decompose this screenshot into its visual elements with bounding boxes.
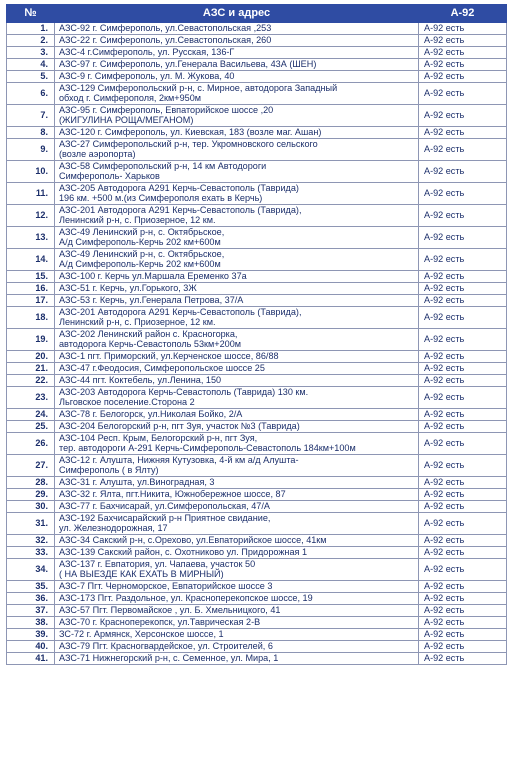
row-number: 13.: [7, 227, 55, 249]
table-row: [7, 105, 507, 127]
table-row: [7, 617, 507, 629]
row-address: АЗС-9 г. Симферополь, ул. М. Жукова, 40: [55, 71, 419, 83]
row-fuel-status: А-92 есть: [419, 629, 507, 641]
row-fuel-status: А-92 есть: [419, 183, 507, 205]
row-address: АЗС-7 Пгт. Черноморское, Евпаторийское шоссе 3: [55, 581, 419, 593]
row-number: 26.: [7, 433, 55, 455]
row-address: АЗС-58 Симферопольский р-н, 14 км Автодороги Симферополь- Харьков: [55, 161, 419, 183]
header-row: [7, 5, 507, 23]
row-address: АЗС-27 Симферопольский р-н, тер. Укромновского сельского (возле аэропорта): [55, 139, 419, 161]
row-address: АЗС-204 Белогорский р-н, пгт Зуя, участок №3 (Таврида): [55, 421, 419, 433]
row-fuel-status: А-92 есть: [419, 329, 507, 351]
row-number: 11.: [7, 183, 55, 205]
row-number: 37.: [7, 605, 55, 617]
row-address: АЗС-47 г.Феодосия, Симферопольское шоссе 25: [55, 363, 419, 375]
row-address: АЗС-202 Ленинский район с. Красногорка, автодорога Керчь-Севастополь 53км+200м: [55, 329, 419, 351]
row-address: АЗС-79 Пгт. Красногвардейское, ул. Строителей, 6: [55, 641, 419, 653]
table-row: [7, 375, 507, 387]
table-row: [7, 387, 507, 409]
table-row: [7, 409, 507, 421]
row-address: АЗС-51 г. Керчь, ул.Горького, 3Ж: [55, 283, 419, 295]
row-address: АЗС-71 Нижнегорский р-н, с. Семенное, ул. Мира, 1: [55, 653, 419, 665]
row-address: АЗС-1 пгт. Приморский, ул.Керченское шоссе, 86/88: [55, 351, 419, 363]
row-address: АЗС-70 г. Красноперекопск, ул.Таврическая 2-В: [55, 617, 419, 629]
row-fuel-status: А-92 есть: [419, 71, 507, 83]
row-address: АЗС-205 Автодорога А291 Керчь-Севастополь (Таврида) 196 км. +500 м.(из Симферополя ехать в Керчь): [55, 183, 419, 205]
row-address: АЗС-49 Ленинский р-н, с. Октябрьское, А/д Симферополь-Керчь 202 км+600м: [55, 227, 419, 249]
row-fuel-status: А-92 есть: [419, 283, 507, 295]
row-fuel-status: А-92 есть: [419, 295, 507, 307]
row-fuel-status: А-92 есть: [419, 59, 507, 71]
row-number: 8.: [7, 127, 55, 139]
table-row: [7, 59, 507, 71]
table-header: [7, 5, 507, 23]
row-fuel-status: А-92 есть: [419, 477, 507, 489]
row-address: АЗС-104 Респ. Крым, Белогорский р-н, пгт Зуя, тер. автодороги А-291 Керчь-Симферополь-Севастополь 184км+100м: [55, 433, 419, 455]
row-fuel-status: А-92 есть: [419, 139, 507, 161]
table-row: [7, 351, 507, 363]
row-fuel-status: А-92 есть: [419, 35, 507, 47]
row-number: 4.: [7, 59, 55, 71]
row-number: 17.: [7, 295, 55, 307]
row-address: АЗС-129 Симферопольский р-н, с. Мирное, автодорога Западный обход г. Симферополя, 2км+950м: [55, 83, 419, 105]
row-address: АЗС-137 г. Евпатория, ул. Чапаева, участок 50 ( НА ВЫЕЗДЕ КАК ЕХАТЬ В МИРНЫЙ): [55, 559, 419, 581]
row-address: АЗС-53 г. Керчь, ул.Генерала Петрова, 37/А: [55, 295, 419, 307]
gas-stations-table: [6, 4, 507, 665]
row-number: 41.: [7, 653, 55, 665]
table-row: [7, 307, 507, 329]
table-row: [7, 295, 507, 307]
row-number: 15.: [7, 271, 55, 283]
row-address: АЗС-201 Автодорога А291 Керчь-Севастополь (Таврида), Ленинский р-н, с. Приозерное, 12 км.: [55, 307, 419, 329]
row-address: АЗС-12 г. Алушта, Нижняя Кутузовка, 4-й км а/д Алушта- Симферополь ( в Ялту): [55, 455, 419, 477]
row-fuel-status: А-92 есть: [419, 421, 507, 433]
row-number: 25.: [7, 421, 55, 433]
table-row: [7, 489, 507, 501]
table-row: [7, 455, 507, 477]
table-row: [7, 653, 507, 665]
row-number: 28.: [7, 477, 55, 489]
row-number: 3.: [7, 47, 55, 59]
row-fuel-status: А-92 есть: [419, 605, 507, 617]
row-number: 6.: [7, 83, 55, 105]
row-fuel-status: А-92 есть: [419, 47, 507, 59]
row-address: АЗС-77 г. Бахчисарай, ул.Симферопольская, 47/А: [55, 501, 419, 513]
row-address: АЗС-57 Пгт. Первомайское , ул. Б. Хмельницкого, 41: [55, 605, 419, 617]
row-number: 16.: [7, 283, 55, 295]
row-fuel-status: А-92 есть: [419, 127, 507, 139]
table-row: [7, 477, 507, 489]
row-address: АЗС-97 г. Симферополь, ул.Генерала Васильева, 43А (ШЕН): [55, 59, 419, 71]
row-address: АЗС-203 Автодорога Керчь-Севастополь (Таврида) 130 км. Льговское поселение.Сторона 2: [55, 387, 419, 409]
row-address: АЗС-92 г. Симферополь, ул.Севастопольская ,253: [55, 23, 419, 35]
table-row: [7, 227, 507, 249]
table-row: [7, 559, 507, 581]
row-number: 12.: [7, 205, 55, 227]
row-number: 1.: [7, 23, 55, 35]
row-fuel-status: А-92 есть: [419, 409, 507, 421]
table-row: [7, 433, 507, 455]
row-fuel-status: А-92 есть: [419, 307, 507, 329]
row-fuel-status: А-92 есть: [419, 501, 507, 513]
row-fuel-status: А-92 есть: [419, 547, 507, 559]
table-row: [7, 547, 507, 559]
row-address: АЗС-31 г. Алушта, ул.Виноградная, 3: [55, 477, 419, 489]
table-row: [7, 205, 507, 227]
row-fuel-status: А-92 есть: [419, 433, 507, 455]
row-number: 38.: [7, 617, 55, 629]
header-address: АЗС и адрес: [55, 5, 419, 23]
row-address: АЗС-201 Автодорога А291 Керчь-Севастополь (Таврида), Ленинский р-н, с. Приозерное, 12 км.: [55, 205, 419, 227]
row-fuel-status: А-92 есть: [419, 249, 507, 271]
table-row: [7, 421, 507, 433]
row-number: 32.: [7, 535, 55, 547]
row-address: АЗС-95 г. Симферополь, Евпаторийское шоссе ,20 (ЖИГУЛИНА РОЩА/МЕГАНОМ): [55, 105, 419, 127]
row-fuel-status: А-92 есть: [419, 535, 507, 547]
row-number: 39.: [7, 629, 55, 641]
row-address: АЗС-44 пгт. Коктебель, ул.Ленина, 150: [55, 375, 419, 387]
row-fuel-status: А-92 есть: [419, 455, 507, 477]
table-row: [7, 127, 507, 139]
row-number: 33.: [7, 547, 55, 559]
row-fuel-status: А-92 есть: [419, 593, 507, 605]
row-number: 22.: [7, 375, 55, 387]
row-fuel-status: А-92 есть: [419, 205, 507, 227]
row-number: 31.: [7, 513, 55, 535]
row-address: АЗС-49 Ленинский р-н, с. Октябрьское, А/д Симферополь-Керчь 202 км+600м: [55, 249, 419, 271]
row-fuel-status: А-92 есть: [419, 375, 507, 387]
row-number: 24.: [7, 409, 55, 421]
table-row: [7, 161, 507, 183]
row-number: 29.: [7, 489, 55, 501]
row-number: 21.: [7, 363, 55, 375]
table-row: [7, 183, 507, 205]
table-row: [7, 329, 507, 351]
row-fuel-status: А-92 есть: [419, 653, 507, 665]
table-row: [7, 283, 507, 295]
table-row: [7, 501, 507, 513]
row-number: 34.: [7, 559, 55, 581]
row-number: 36.: [7, 593, 55, 605]
header-fuel: А-92: [419, 5, 507, 23]
table-row: [7, 83, 507, 105]
table-row: [7, 47, 507, 59]
row-address: АЗС-4 г.Симферополь, ул. Русская, 136-Г: [55, 47, 419, 59]
row-fuel-status: А-92 есть: [419, 105, 507, 127]
table-row: [7, 23, 507, 35]
table-row: [7, 35, 507, 47]
row-number: 9.: [7, 139, 55, 161]
row-fuel-status: А-92 есть: [419, 351, 507, 363]
table-row: [7, 629, 507, 641]
table-row: [7, 535, 507, 547]
table-row: [7, 363, 507, 375]
table-row: [7, 249, 507, 271]
row-fuel-status: А-92 есть: [419, 387, 507, 409]
row-address: АЗС-100 г. Керчь ул.Маршала Еременко 37а: [55, 271, 419, 283]
table-row: [7, 71, 507, 83]
row-fuel-status: А-92 есть: [419, 161, 507, 183]
row-fuel-status: А-92 есть: [419, 489, 507, 501]
row-number: 27.: [7, 455, 55, 477]
table-row: [7, 271, 507, 283]
row-number: 7.: [7, 105, 55, 127]
row-address: АЗС-22 г. Симферополь, ул.Севастопольская, 260: [55, 35, 419, 47]
table-row: [7, 581, 507, 593]
row-fuel-status: А-92 есть: [419, 513, 507, 535]
row-number: 35.: [7, 581, 55, 593]
row-fuel-status: А-92 есть: [419, 641, 507, 653]
row-address: АЗС-78 г. Белогорск, ул.Николая Бойко, 2/А: [55, 409, 419, 421]
row-number: 2.: [7, 35, 55, 47]
row-fuel-status: А-92 есть: [419, 227, 507, 249]
header-number: №: [7, 5, 55, 23]
row-fuel-status: А-92 есть: [419, 23, 507, 35]
row-number: 18.: [7, 307, 55, 329]
row-address: ЗС-72 г. Армянск, Херсонское шоссе, 1: [55, 629, 419, 641]
row-fuel-status: А-92 есть: [419, 559, 507, 581]
table-row: [7, 593, 507, 605]
row-number: 20.: [7, 351, 55, 363]
row-fuel-status: А-92 есть: [419, 83, 507, 105]
row-number: 10.: [7, 161, 55, 183]
row-address: АЗС-34 Сакский р-н, с.Орехово, ул.Евпаторийское шоссе, 41км: [55, 535, 419, 547]
table-row: [7, 139, 507, 161]
row-fuel-status: А-92 есть: [419, 271, 507, 283]
row-fuel-status: А-92 есть: [419, 363, 507, 375]
row-number: 40.: [7, 641, 55, 653]
row-address: АЗС-139 Сакский район, с. Охотниково ул. Придорожная 1: [55, 547, 419, 559]
row-address: АЗС-192 Бахчисарайский р-н Приятное свидание, ул. Железнодорожная, 17: [55, 513, 419, 535]
table-row: [7, 605, 507, 617]
table-body: [7, 23, 507, 665]
row-fuel-status: А-92 есть: [419, 581, 507, 593]
row-fuel-status: А-92 есть: [419, 617, 507, 629]
row-address: АЗС-120 г. Симферополь, ул. Киевская, 183 (возле маг. Ашан): [55, 127, 419, 139]
row-number: 19.: [7, 329, 55, 351]
row-number: 5.: [7, 71, 55, 83]
row-address: АЗС-32 г. Ялта, пгт.Никита, Южнобережное шоссе, 87: [55, 489, 419, 501]
row-address: АЗС-173 Пгт. Раздольное, ул. Красноперекопское шоссе, 19: [55, 593, 419, 605]
row-number: 14.: [7, 249, 55, 271]
row-number: 30.: [7, 501, 55, 513]
table-row: [7, 641, 507, 653]
table-row: [7, 513, 507, 535]
row-number: 23.: [7, 387, 55, 409]
